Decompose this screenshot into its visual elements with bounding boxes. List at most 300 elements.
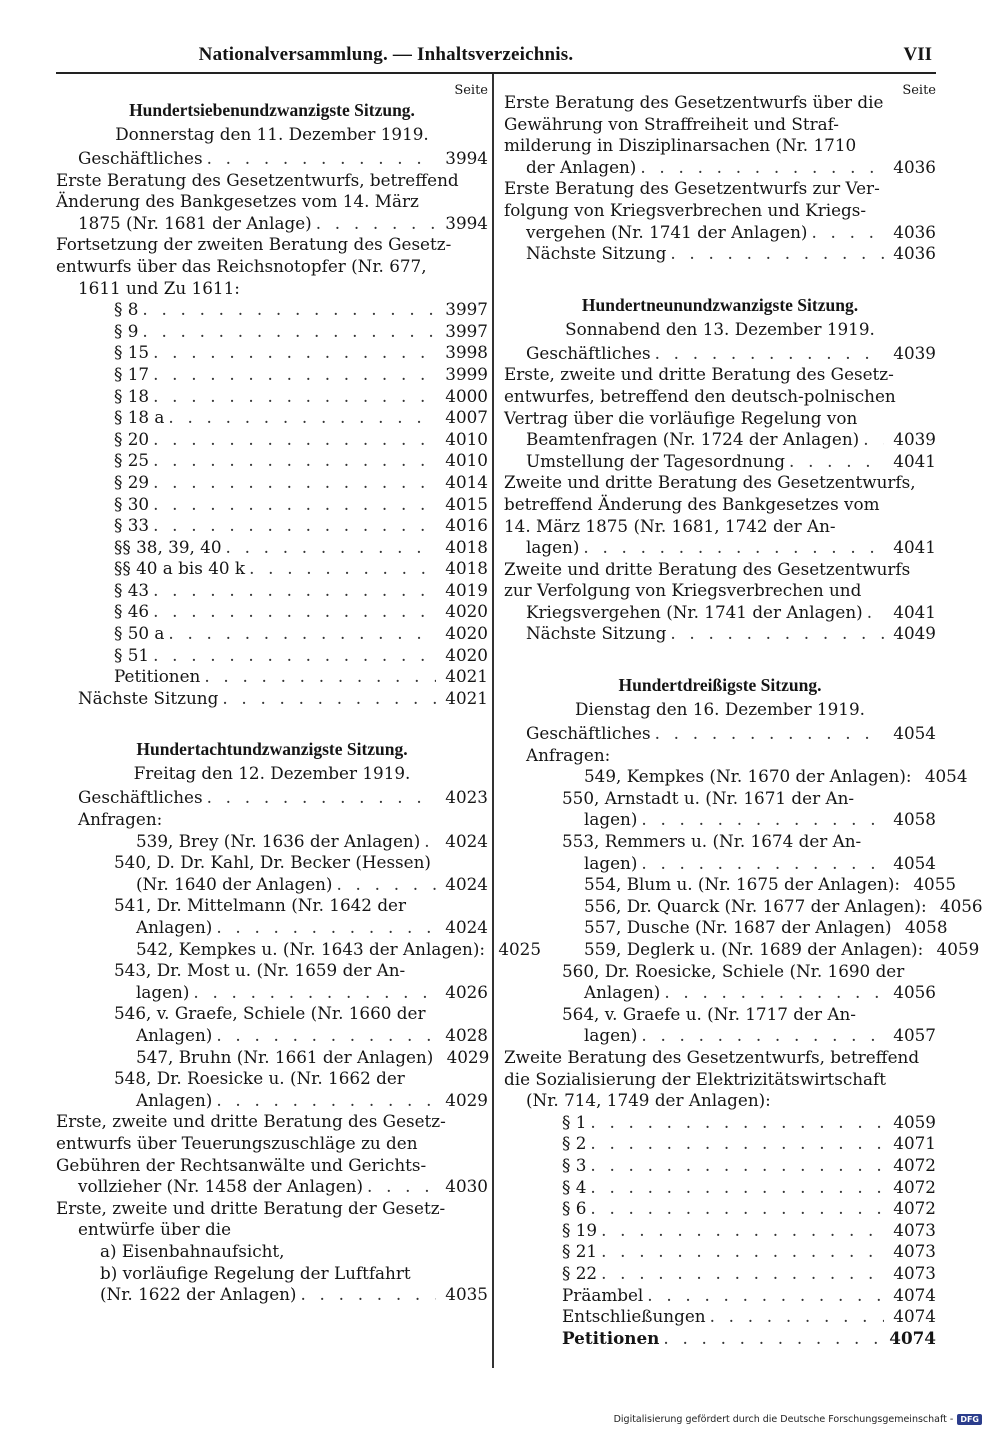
entry-body	[562, 788, 936, 831]
inquiry-entry	[56, 831, 488, 853]
page-ref: 4024	[445, 873, 488, 894]
paragraph-entry	[56, 515, 488, 537]
running-title: Nationalversammlung. — Inhaltsverzeichnis.	[198, 44, 574, 65]
dot-leader	[316, 213, 436, 235]
entry-body	[562, 939, 980, 961]
inquiry-entry	[504, 788, 936, 831]
entry-text: (Nr. 1622 der Anlagen)	[100, 1284, 297, 1305]
entry-last-line	[78, 278, 488, 300]
page-ref: 4020	[445, 601, 488, 622]
toc-entry	[504, 178, 936, 243]
toc-entry	[56, 1263, 488, 1306]
entry-last-line	[584, 766, 968, 788]
dot-leader	[336, 874, 436, 896]
entry-last-line	[114, 623, 488, 645]
dot-leader	[153, 494, 436, 516]
entry-last-line	[526, 429, 936, 451]
page-number: VII	[903, 44, 932, 65]
entry-text: § 1	[562, 1111, 587, 1132]
entry-line: Fortsetzung der zweiten Beratung des Gesetz-	[56, 234, 452, 255]
entry-line: Erste, zweite und dritte Beratung des Gesetz-	[504, 364, 894, 385]
entry-last-line	[584, 853, 936, 875]
entry-last-line	[78, 213, 488, 235]
paragraph-entry	[56, 429, 488, 451]
page-ref: 4025	[498, 938, 542, 959]
inquiry-entry	[56, 1047, 488, 1069]
section-gap	[504, 265, 936, 287]
entry-last-line	[114, 450, 488, 472]
dot-leader	[583, 537, 884, 559]
entry-last-line	[562, 1306, 936, 1328]
dot-leader	[670, 623, 884, 645]
dot-leader	[424, 831, 436, 853]
dot-leader	[867, 602, 884, 624]
page-ref: 4036	[893, 243, 936, 264]
entry-line: folgung von Kriegsverbrechen und Kriegs-	[504, 199, 867, 220]
page-ref: 4020	[445, 623, 488, 644]
paragraph-entry	[56, 299, 488, 321]
page-ref: 3999	[445, 363, 488, 384]
entry-text: 557, Dusche (Nr. 1687 der Anlagen)	[584, 917, 892, 938]
entry-last-line	[136, 874, 488, 896]
dot-leader	[153, 450, 436, 472]
entry-last-line	[114, 666, 488, 688]
seite-label: Seite	[902, 83, 936, 98]
entry-text: § 20	[114, 428, 150, 449]
entry-last-line	[114, 321, 488, 343]
page-ref: 4024	[445, 917, 488, 937]
entry-line: 560, Dr. Roesicke, Schiele (Nr. 1690 der	[562, 960, 905, 981]
inquiry-entry	[504, 895, 983, 918]
page-ref: 4019	[445, 579, 488, 600]
page-ref: 4029	[445, 1089, 488, 1110]
page-ref: 4054	[924, 766, 968, 787]
right-column	[504, 83, 983, 1349]
entry-last-line	[78, 787, 488, 809]
entry-text: Geschäftliches	[526, 723, 651, 744]
entry-line: 548, Dr. Roesicke u. (Nr. 1662 der	[114, 1068, 405, 1089]
page-ref: 4059	[936, 939, 980, 959]
session-date: Donnerstag den 11. Dezember 1919.	[115, 124, 429, 144]
inquiry-entry	[56, 960, 488, 1003]
toc-entry	[504, 451, 936, 473]
page-ref: 4039	[893, 342, 936, 363]
paragraph-entry	[56, 666, 488, 688]
entry-line: 550, Arnstadt u. (Nr. 1671 der An-	[562, 787, 855, 808]
dot-leader	[153, 580, 436, 602]
entry-body	[562, 917, 948, 939]
page-ref: 4072	[893, 1154, 936, 1175]
entry-text: § 50 a	[114, 623, 165, 644]
entry-last-line	[584, 895, 983, 918]
entry-line: entwurfes, betreffend den deutsch-polnischen	[504, 385, 896, 406]
paragraph-entry	[56, 364, 488, 386]
entry-line: zur Verfolgung von Kriegsverbrechen und	[504, 580, 862, 601]
entry-body	[562, 766, 968, 788]
toc-entry	[56, 170, 488, 235]
page-ref: 3998	[445, 342, 488, 363]
page-ref: 4010	[445, 450, 488, 471]
page-ref: 4029	[446, 1046, 490, 1067]
entry-line: Erste, zweite und dritte Beratung des Gesetz-	[56, 1111, 446, 1132]
entry-text: § 6	[562, 1198, 587, 1219]
dot-leader	[249, 558, 436, 580]
entry-text: lagen)	[584, 852, 638, 873]
paragraph-entry	[56, 407, 488, 429]
entry-last-line	[584, 939, 980, 961]
dot-leader	[216, 917, 436, 939]
column-divider	[492, 74, 494, 1368]
entry-last-line	[526, 745, 936, 767]
toc-entry	[504, 745, 936, 767]
entry-text: Präambel	[562, 1284, 644, 1305]
entry-text: § 18 a	[114, 407, 165, 428]
entry-text: 547, Bruhn (Nr. 1661 der Anlagen)	[136, 1046, 434, 1067]
inquiry-entry	[56, 938, 542, 961]
entry-text: § 21	[562, 1241, 598, 1262]
entry-last-line	[526, 222, 936, 244]
entry-last-line	[114, 407, 488, 429]
entry-text: 559, Deglerk u. (Nr. 1689 der Anlagen):	[584, 939, 924, 959]
entry-text: §§ 40 a bis 40 k	[114, 558, 246, 579]
toc-entry	[504, 343, 936, 365]
entry-text: Anlagen)	[136, 1024, 213, 1045]
page-ref: 4074	[893, 1284, 936, 1305]
entry-body	[562, 895, 983, 918]
dot-leader	[216, 1025, 436, 1047]
entry-last-line	[562, 1133, 936, 1155]
dot-leader	[655, 723, 884, 745]
dot-leader	[367, 1176, 436, 1198]
dot-leader	[222, 688, 436, 710]
entry-line: b) vorläufige Regelung der Luftfahrt	[100, 1262, 411, 1283]
dot-leader	[153, 342, 436, 364]
entry-text: 1611 und Zu 1611:	[78, 277, 240, 298]
toc-entry	[56, 1111, 488, 1197]
entry-line: Zweite und dritte Beratung des Gesetzentwurfs,	[504, 472, 916, 493]
entry-text: entwürfe über die	[78, 1219, 232, 1240]
entry-last-line	[562, 1328, 936, 1350]
paragraph-entry	[56, 321, 488, 343]
paragraph-entry	[56, 623, 488, 645]
page-ref: 4072	[893, 1198, 936, 1219]
entry-text: § 22	[562, 1262, 598, 1283]
page-ref: 4018	[445, 536, 488, 557]
page-ref: 3994	[445, 212, 488, 233]
entry-text: §§ 38, 39, 40	[114, 536, 222, 557]
inquiry-entry	[56, 1068, 488, 1111]
dot-leader	[789, 451, 884, 473]
entry-text: § 51	[114, 644, 150, 665]
entry-last-line	[114, 494, 488, 516]
entry-last-line	[136, 917, 488, 939]
dot-leader	[664, 982, 884, 1004]
entry-line: Änderung des Bankgesetzes vom 14. März	[56, 191, 419, 212]
entry-last-line	[114, 580, 488, 602]
inquiry-entry	[56, 852, 488, 895]
entry-text: Petitionen	[562, 1327, 660, 1348]
entry-body	[114, 938, 542, 961]
page-ref: 4041	[893, 450, 936, 471]
entry-last-line	[584, 982, 936, 1004]
entry-text: Anfragen:	[526, 744, 611, 765]
inquiry-entry	[56, 1003, 488, 1046]
entry-line: 546, v. Graefe, Schiele (Nr. 1660 der	[114, 1003, 426, 1024]
paragraph-entry	[56, 558, 488, 580]
entry-body	[562, 1004, 936, 1047]
dot-leader	[641, 809, 884, 831]
page-ref: 4028	[445, 1024, 488, 1045]
dot-leader	[590, 1133, 884, 1155]
paragraph-entry	[504, 1285, 936, 1307]
entry-last-line	[136, 1090, 488, 1112]
paragraph-entry	[504, 1155, 936, 1177]
dot-leader	[153, 601, 436, 623]
entry-last-line	[526, 451, 936, 473]
page-ref: 4000	[445, 385, 488, 406]
entry-line: Zweite und dritte Beratung des Gesetzentwurfs	[504, 558, 911, 579]
paragraph-entry	[504, 1306, 936, 1328]
entry-line: Zweite Beratung des Gesetzentwurfs, betreffend	[504, 1046, 920, 1067]
entry-last-line	[114, 342, 488, 364]
dot-leader	[663, 1328, 884, 1350]
footer-credit	[614, 1414, 982, 1425]
seite-label: Seite	[454, 83, 488, 98]
page-ref: 4056	[893, 982, 936, 1003]
entry-last-line	[562, 1177, 936, 1199]
entry-line: Erste, zweite und dritte Beratung der Gesetz-	[56, 1197, 446, 1218]
page-ref: 4039	[893, 429, 936, 450]
dot-leader	[590, 1177, 884, 1199]
page-ref: 4071	[893, 1133, 936, 1154]
dot-leader	[590, 1155, 884, 1177]
paragraph-entry	[504, 1328, 936, 1350]
dot-leader	[216, 1090, 436, 1112]
entry-line: die Sozialisierung der Elektrizitätswirtschaft	[504, 1068, 887, 1089]
paragraph-entry	[504, 1263, 936, 1285]
dot-leader	[710, 1306, 884, 1328]
entry-last-line	[114, 386, 488, 408]
dot-leader	[601, 1241, 884, 1263]
paragraph-entry	[504, 1198, 936, 1220]
dot-leader	[647, 1285, 884, 1307]
inquiry-entry	[504, 961, 936, 1004]
entry-last-line	[526, 1090, 936, 1112]
dot-leader	[142, 299, 436, 321]
paragraph-entry	[56, 537, 488, 559]
toc-entry	[504, 243, 936, 265]
entry-text: vollzieher (Nr. 1458 der Anlagen)	[78, 1176, 364, 1197]
session-date: Freitag den 12. Dezember 1919.	[133, 763, 411, 784]
page-ref: 4056	[939, 895, 983, 916]
page-ref: 4059	[893, 1111, 936, 1132]
paragraph-entry	[56, 601, 488, 623]
inquiry-entry	[504, 766, 968, 788]
page-ref: 4020	[445, 644, 488, 665]
entry-line: 543, Dr. Most u. (Nr. 1659 der An-	[114, 960, 406, 981]
dot-leader	[168, 407, 436, 429]
entry-last-line	[78, 688, 488, 710]
dot-leader	[641, 853, 884, 875]
toc-entry	[504, 92, 936, 178]
toc-entry	[56, 809, 488, 831]
page-ref: 4023	[445, 787, 488, 808]
page-ref: 4057	[893, 1025, 936, 1046]
paragraph-entry	[56, 386, 488, 408]
entry-line: 540, D. Dr. Kahl, Dr. Becker (Hessen)	[114, 852, 431, 873]
dot-leader	[142, 321, 436, 343]
session-title: Hundertachtundzwanzigste Sitzung.	[136, 739, 408, 760]
entry-text: § 25	[114, 450, 150, 471]
entry-body	[114, 852, 488, 895]
toc-entry	[504, 1047, 936, 1112]
entry-last-line	[136, 1047, 488, 1069]
entry-last-line	[526, 157, 936, 179]
entry-last-line	[114, 364, 488, 386]
entry-last-line	[562, 1285, 936, 1307]
page-ref: 4021	[445, 666, 488, 687]
entry-line: Erste Beratung des Gesetzentwurfs über die	[504, 92, 884, 112]
entry-line: 564, v. Graefe u. (Nr. 1717 der An-	[562, 1003, 856, 1024]
entry-last-line	[114, 515, 488, 537]
entry-last-line	[526, 343, 936, 365]
page-ref: 4024	[445, 830, 488, 851]
dot-leader	[590, 1112, 884, 1134]
paragraph-entry	[504, 1241, 936, 1263]
entry-line: betreffend Änderung des Bankgesetzes vom	[504, 493, 880, 514]
page-ref: 4073	[893, 1262, 936, 1283]
entry-text: lagen)	[584, 809, 638, 830]
entry-last-line	[562, 1241, 936, 1263]
entry-text: § 9	[114, 320, 139, 341]
page-ref: 4074	[889, 1327, 936, 1348]
entry-body	[114, 1003, 488, 1046]
entry-body	[114, 895, 488, 938]
header-rule	[56, 72, 936, 74]
entry-body	[562, 874, 957, 896]
paragraph-entry	[504, 1177, 936, 1199]
entry-text: Petitionen	[114, 666, 201, 687]
dot-leader	[590, 1198, 884, 1220]
page-header	[56, 44, 936, 74]
section-gap	[504, 645, 936, 667]
session-title: Hundertneunundzwanzigste Sitzung.	[581, 294, 859, 315]
entry-body	[562, 961, 936, 1004]
entry-line: 14. März 1875 (Nr. 1681, 1742 der An-	[504, 515, 836, 536]
dot-leader	[601, 1263, 884, 1285]
dot-leader	[811, 222, 884, 244]
entry-text: § 46	[114, 601, 150, 622]
paragraph-entry	[504, 1220, 936, 1242]
inquiry-entry	[504, 917, 948, 939]
page-ref: 4073	[893, 1219, 936, 1240]
footer-text: Digitalisierung gefördert durch die Deutsche Forschungsgemeinschaft -	[613, 1414, 954, 1425]
page-ref: 4055	[913, 874, 957, 895]
page-ref: 3997	[445, 320, 488, 341]
entry-last-line	[526, 537, 936, 559]
entry-text: Nächste Sitzung	[526, 623, 667, 644]
page-ref: 4010	[445, 428, 488, 449]
entry-line: Gebühren der Rechtsanwälte und Gerichts-	[56, 1154, 427, 1175]
paragraph-entry	[56, 494, 488, 516]
dot-leader	[601, 1220, 884, 1242]
entry-last-line	[584, 1025, 936, 1047]
entry-text: § 15	[114, 342, 150, 363]
entry-last-line	[114, 472, 488, 494]
entry-text: § 29	[114, 471, 150, 492]
entry-last-line	[114, 645, 488, 667]
inquiry-entry	[56, 895, 488, 938]
page-ref: 4049	[893, 623, 936, 644]
entry-last-line	[114, 299, 488, 321]
entry-last-line	[114, 537, 488, 559]
entry-text: § 8	[114, 299, 139, 320]
page-ref: 4014	[445, 471, 488, 492]
session-title: Hundertsiebenundzwanzigste Sitzung.	[129, 100, 415, 120]
entry-text: vergehen (Nr. 1741 der Anlagen)	[526, 221, 808, 242]
page-ref: 4073	[893, 1241, 936, 1262]
entry-text: 549, Kempkes (Nr. 1670 der Anlagen):	[584, 766, 912, 787]
entry-text: § 30	[114, 493, 150, 514]
entry-text: der Anlagen)	[526, 156, 637, 177]
entry-text: Umstellung der Tagesordnung	[526, 450, 786, 471]
dot-leader	[153, 645, 436, 667]
entry-line: entwurfs über das Reichsnotopfer (Nr. 677,	[56, 255, 427, 276]
inquiry-entry	[504, 874, 957, 896]
entry-last-line	[562, 1155, 936, 1177]
entry-last-line	[526, 602, 936, 624]
entry-text: Nächste Sitzung	[78, 687, 219, 708]
dot-leader	[153, 429, 436, 451]
dot-leader	[207, 148, 436, 170]
left-column	[56, 83, 542, 1306]
page-ref: 3994	[445, 148, 488, 168]
dot-leader	[153, 472, 436, 494]
entry-last-line	[562, 1198, 936, 1220]
entry-last-line	[136, 982, 488, 1004]
entry-last-line	[78, 809, 488, 831]
left-entries	[56, 98, 542, 1306]
paragraph-entry	[56, 450, 488, 472]
entry-text: Kriegsvergehen (Nr. 1741 der Anlagen)	[526, 601, 863, 622]
entry-body	[114, 960, 488, 1003]
entry-last-line	[562, 1220, 936, 1242]
entry-last-line	[584, 874, 957, 896]
page-ref: 4018	[445, 558, 488, 579]
entry-last-line	[526, 243, 936, 265]
entry-text: Anlagen)	[136, 917, 213, 937]
entry-line: 553, Remmers u. (Nr. 1674 der An-	[562, 831, 862, 852]
entry-text: a) Eisenbahnaufsicht,	[100, 1240, 285, 1261]
entry-text: 539, Brey (Nr. 1636 der Anlagen)	[136, 830, 421, 851]
entry-last-line	[584, 917, 948, 939]
entry-last-line	[78, 1176, 488, 1198]
entry-text: 1875 (Nr. 1681 der Anlage)	[78, 212, 312, 233]
page-ref: 4041	[893, 601, 936, 622]
entry-text: lagen)	[526, 537, 580, 558]
dot-leader	[204, 666, 436, 688]
entry-text: (Nr. 1640 der Anlagen)	[136, 873, 333, 894]
dot-leader	[863, 429, 884, 451]
entry-last-line	[136, 831, 488, 853]
entry-text: Geschäftliches	[78, 787, 203, 808]
page-ref: 4035	[445, 1284, 488, 1305]
entry-text: Entschließungen	[562, 1306, 706, 1327]
entry-text: Anfragen:	[78, 809, 163, 830]
paragraph-entry	[56, 645, 488, 667]
entry-last-line	[526, 723, 936, 745]
entry-line: 541, Dr. Mittelmann (Nr. 1642 der	[114, 895, 407, 916]
